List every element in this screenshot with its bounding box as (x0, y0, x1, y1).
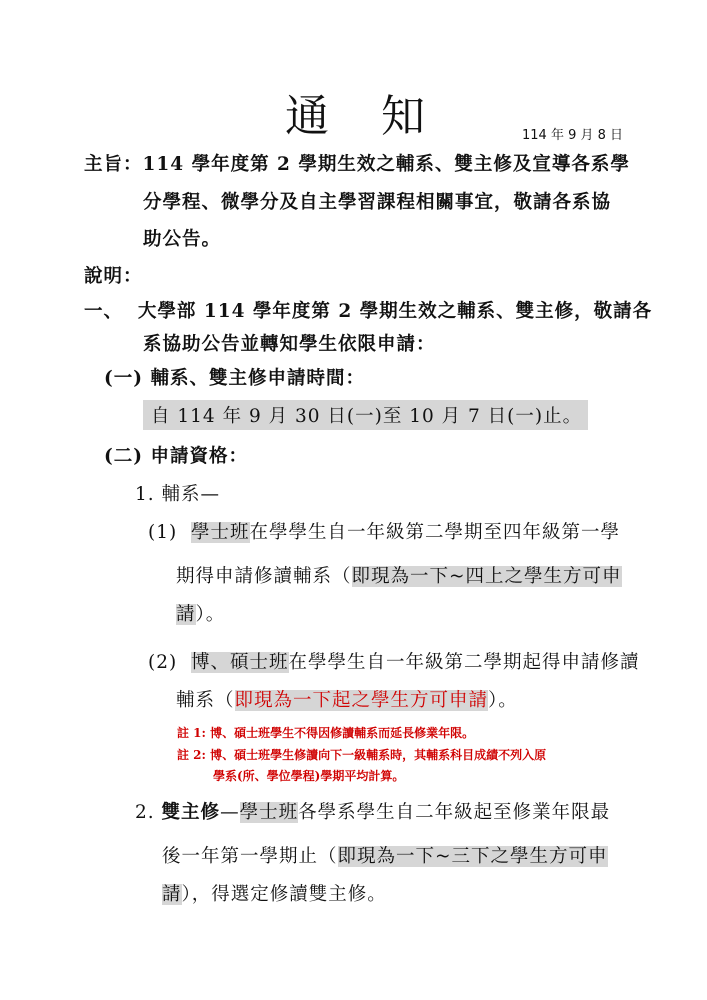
section-1-line-1 (84, 297, 652, 323)
double-major-text-2: 後一年第一學期止（ (162, 846, 338, 867)
double-major-dash: — (220, 802, 240, 823)
double-major-label: 雙主修 (161, 802, 221, 823)
minor-p1-highlight-3: 請 (176, 604, 196, 625)
subject-text-2: 分學程、微學分及自主學習課程相關事宜，敬請各系協 (143, 192, 612, 213)
minor-p2-line-1 (148, 648, 640, 674)
minor-p2-red-text: 即現為一下起之學生方可申請 (234, 690, 489, 711)
minor-p1-line-3 (176, 600, 225, 626)
application-period: 自 114 年 9 月 30 日(一)至 10 月 7 日(一)止。 (143, 400, 588, 430)
double-major-text-3: ），得選定修讀雙主修。 (181, 884, 387, 905)
note-2-line-1: 註 2: 博、碩士班學生修讀向下一級輔系時，其輔系科目成績不列入原 (177, 748, 547, 762)
minor-p1-line-1 (148, 518, 620, 544)
double-major-highlight: 學士班 (239, 802, 299, 823)
subject-label: 主旨： (84, 154, 143, 175)
item-2-label: (二) 申請資格： (104, 446, 248, 467)
page-title: 通知 (285, 91, 477, 142)
double-major-line-3 (162, 880, 387, 906)
double-major-highlight-3: 請 (162, 884, 182, 905)
minor-heading: 1. 輔系— (135, 484, 221, 505)
minor-p2-text-1: 在學學生自一年級第二學期起得申請修讀 (288, 652, 640, 673)
section-1-text-1: 大學部 114 學年度第 2 學期生效之輔系、雙主修，敬請各 (137, 301, 653, 322)
minor-p2-text-2: 輔系（ (176, 690, 235, 711)
double-major-line-2 (162, 842, 608, 868)
explanation-label: 說明： (84, 266, 143, 287)
double-major-text-1: 各學系學生自二年級起至修業年限最 (298, 802, 611, 823)
section-1-number: 一、 (84, 301, 124, 322)
minor-p1-highlight-2: 即現為一下~四上之學生方可申 (351, 566, 622, 587)
minor-p1-line-2 (176, 562, 622, 588)
note-1: 註 1: 博、碩士班學生不得因修讀輔系而延長修業年限。 (177, 726, 475, 740)
notice-date: 114 年 9 月 8 日 (522, 128, 624, 143)
minor-p2-text-end: ）。 (488, 690, 518, 711)
minor-p1-text-3: ）。 (195, 604, 226, 625)
double-major-highlight-2: 即現為一下~三下之學生方可申 (337, 846, 608, 867)
minor-p1-text-2: 期得申請修讀輔系（ (176, 566, 352, 587)
section-1-text-2: 系協助公告並轉知學生依限申請： (143, 334, 436, 355)
minor-p1-number: (1) (148, 522, 178, 543)
minor-p2-number: (2) (148, 652, 178, 673)
subject-text-1: 114 學年度第 2 學期生效之輔系、雙主修及宣導各系學 (142, 154, 630, 175)
minor-p1-text-1: 在學學生自一年級第二學期至四年級第一學 (249, 522, 621, 543)
subject-line-1 (84, 150, 630, 176)
double-major-line-1 (135, 798, 610, 824)
double-major-number: 2. (135, 802, 155, 823)
subject-text-3: 助公告。 (143, 229, 222, 250)
minor-p2-highlight: 博、碩士班 (190, 652, 289, 673)
minor-p1-highlight: 學士班 (190, 522, 250, 543)
minor-p2-line-2 (176, 686, 518, 712)
item-1-label: (一) 輔系、雙主修申請時間： (104, 368, 365, 389)
note-2-line-2: 學系(所、學位學程)學期平均計算。 (213, 769, 405, 783)
